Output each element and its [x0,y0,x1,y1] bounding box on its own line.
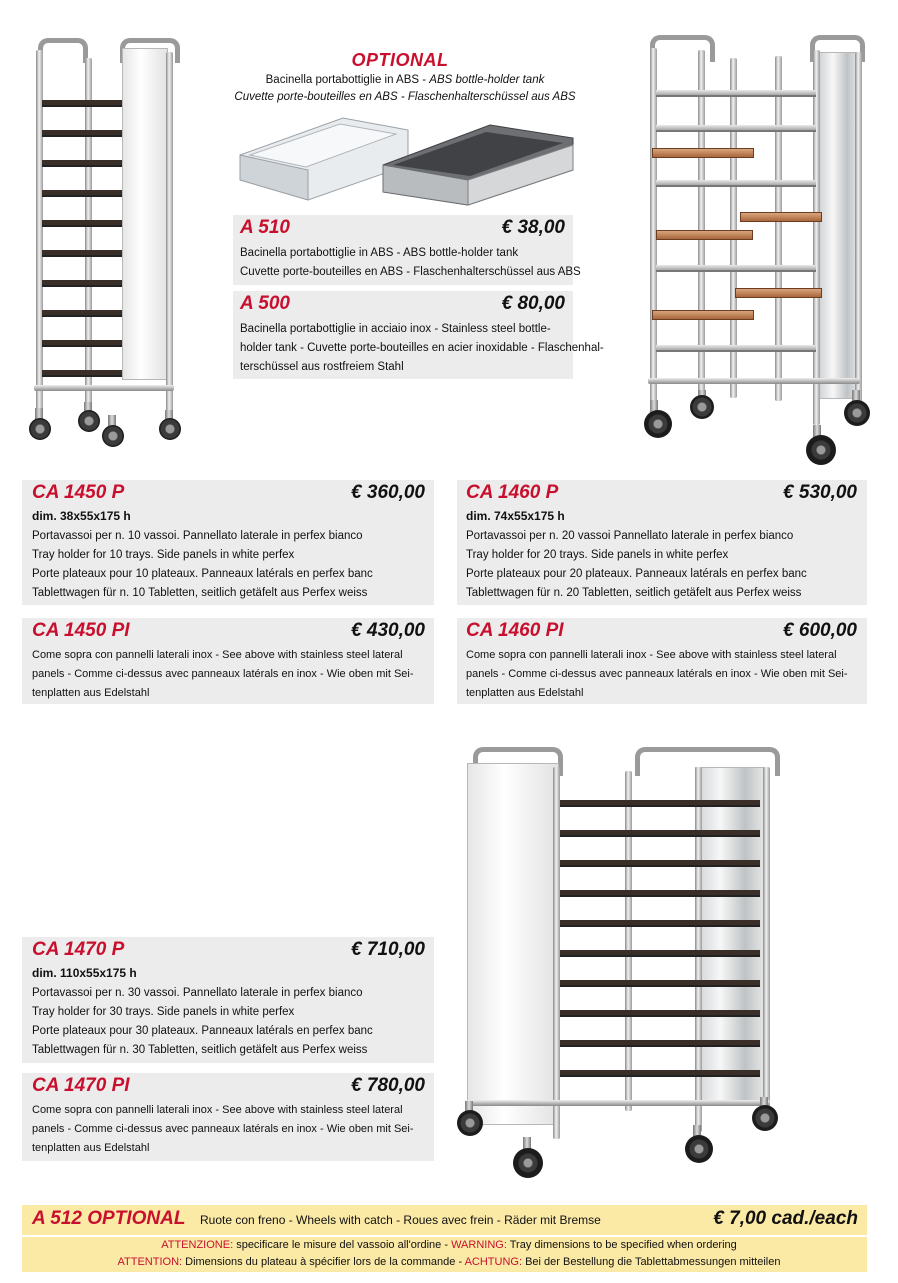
product-code-ca1470p: CA 1470 P [32,939,125,960]
product-image-tanks [228,110,578,210]
product-price-a510: € 38,00 [501,217,565,238]
wheel [644,410,672,438]
tray [656,265,816,272]
tray [42,190,122,197]
product-code-a510: A 510 [240,217,290,238]
product-image-ca1450p [20,30,190,450]
wheel [752,1105,778,1131]
tray [42,370,122,377]
trolley-handle [38,38,88,63]
a500-desc-1: Bacinella portabottiglie in acciaio inox - Stainless steel bottle- [240,323,551,335]
optional-title: OPTIONAL [351,50,449,70]
wheel [29,418,51,440]
ca1450p-desc-2: Tray holder for 10 trays. Side panels in white perfex [32,549,295,561]
product-price-ca1460pi: € 600,00 [783,620,857,641]
white-side-panel [122,48,168,380]
ca1450p-desc-1: Portavassoi per n. 10 vassoi. Pannellato laterale in perfex bianco [32,530,363,542]
ca1450pi-desc-1: Come sopra con pannelli laterali inox - See above with stainless steel lateral [32,649,403,661]
ca1470p-desc-3: Porte plateaux pour 30 plateaux. Panneaux latérals en perfex banc [32,1025,373,1037]
ca1460pi-desc-2: panels - Comme ci-dessus avec panneaux latérals en inox - Wie oben mit Sei- [466,668,848,680]
tray [656,345,816,352]
product-price-ca1460p: € 530,00 [783,482,857,503]
a510-desc-2: Cuvette porte-bouteilles en ABS - Flaschenhalterschüssel aus ABS [240,266,581,278]
trolley-base-rail [34,385,174,391]
tray [42,280,122,287]
tray [42,250,122,257]
product-price-a512: € 7,00 cad./each [713,1208,858,1229]
product-code-ca1450pi: CA 1450 PI [32,620,130,641]
trolley-post [813,50,820,425]
tray [656,180,816,187]
ca1460p-desc-4: Tablettwagen für n. 20 Tabletten, seitlich getäfelt aus Perfex weiss [466,587,802,599]
ca1450p-desc-3: Porte plateaux pour 10 plateaux. Panneaux latérals en perfex banc [32,568,373,580]
tray [560,800,760,807]
tray [735,288,822,298]
product-price-a500: € 80,00 [501,293,565,314]
tray [560,890,760,897]
notice-warning-label: WARNING: [451,1239,507,1251]
wheel [102,425,124,447]
product-price-ca1450p: € 360,00 [351,482,425,503]
notice-attention-label: ATTENTION: [117,1256,183,1268]
notice-line-2 [0,1254,898,1271]
tray [42,310,122,317]
ca1460p-desc-1: Portavassoi per n. 20 vassoi Pannellato laterale in perfex bianco [466,530,794,542]
product-price-ca1450pi: € 430,00 [351,620,425,641]
notice-warning-text: Tray dimensions to be specified when ordering [506,1239,737,1251]
optional-line-1b: ABS bottle-holder tank [429,74,545,86]
trolley-post [855,52,862,412]
tray [652,148,754,158]
tray [42,130,122,137]
wheel [457,1110,483,1136]
trolley-post [763,767,770,1117]
trolley-post [553,767,560,1139]
a500-desc-3: terschüssel aus rostfreiem Stahl [240,361,404,373]
ca1470p-desc-2: Tray holder for 30 trays. Side panels in white perfex [32,1006,295,1018]
wheel [685,1135,713,1163]
ca1460p-dimensions: dim. 74x55x175 h [466,509,565,523]
trolley-post [625,771,632,1111]
optional-line-1a: Bacinella portabottiglie in ABS - [265,74,430,86]
optional-line-2: Cuvette porte-bouteilles en ABS - Flaschenhalterschüssel aus ABS [234,91,576,103]
trolley-handle [650,35,715,62]
wheel [513,1148,543,1178]
tray [652,310,754,320]
tray [42,340,122,347]
tray [42,160,122,167]
steel-side-panel [818,52,860,399]
ca1460p-desc-3: Porte plateaux pour 20 plateaux. Panneaux latérals en perfex banc [466,568,807,580]
tray [560,980,760,987]
ca1460pi-desc-3: tenplatten aus Edelstahl [466,687,584,699]
notice-line-1 [0,1237,898,1254]
ca1460pi-desc-1: Come sopra con pannelli laterali inox - See above with stainless steel lateral [466,649,837,661]
trolley-base-rail [648,378,860,384]
product-image-ca1470p [455,745,785,1190]
notice-attention-text: Dimensions du plateau à spécifier lors de la commande - [182,1256,465,1268]
product-price-ca1470p: € 710,00 [351,939,425,960]
wheel [159,418,181,440]
tray [560,860,760,867]
notice-attenzione-label: ATTENZIONE: [161,1239,234,1251]
ca1470pi-desc-1: Come sopra con pannelli laterali inox - See above with stainless steel lateral [32,1104,403,1116]
wheel [844,400,870,426]
tray [656,230,753,240]
a500-desc-2: holder tank - Cuvette porte-bouteilles en acier inoxidable - Flaschenhal- [240,342,604,354]
wheel [690,395,714,419]
product-code-ca1460pi: CA 1460 PI [466,620,564,641]
tray [560,1010,760,1017]
ca1470pi-desc-2: panels - Comme ci-dessus avec panneaux latérals en inox - Wie oben mit Sei- [32,1123,414,1135]
optional-line-1 [225,72,585,88]
product-code-a512: A 512 OPTIONAL [32,1208,186,1229]
wheel [806,435,836,465]
ca1460p-desc-2: Tray holder for 20 trays. Side panels in white perfex [466,549,729,561]
product-code-ca1450p: CA 1450 P [32,482,125,503]
trolley-post [166,52,173,422]
tray [42,100,122,107]
notice-attenzione-text: specificare le misure del vassoio all'ordine - [233,1239,452,1251]
tray [560,920,760,927]
product-code-ca1460p: CA 1460 P [466,482,559,503]
ca1470p-desc-4: Tablettwagen für n. 30 Tabletten, seitlich getäfelt aus Perfex weiss [32,1044,368,1056]
wheel [78,410,100,432]
ca1450pi-desc-2: panels - Comme ci-dessus avec panneaux latérals en inox - Wie oben mit Sei- [32,668,414,680]
product-code-a500: A 500 [240,293,290,314]
product-code-ca1470pi: CA 1470 PI [32,1075,130,1096]
ca1470p-dimensions: dim. 110x55x175 h [32,966,137,980]
ca1450p-desc-4: Tablettwagen für n. 10 Tabletten, seitlich getäfelt aus Perfex weiss [32,587,368,599]
a510-desc-1: Bacinella portabottiglie in ABS - ABS bottle-holder tank [240,247,519,259]
ca1450pi-desc-3: tenplatten aus Edelstahl [32,687,150,699]
ca1450p-dimensions: dim. 38x55x175 h [32,509,131,523]
tray [560,950,760,957]
product-image-ca1460p [630,30,870,475]
trolley-post [85,58,92,413]
white-side-panel [467,763,559,1125]
product-price-ca1470pi: € 780,00 [351,1075,425,1096]
tray [656,125,816,132]
tray [42,220,122,227]
tray [656,90,816,97]
tray [560,1040,760,1047]
ca1470pi-desc-3: tenplatten aus Edelstahl [32,1142,150,1154]
steel-side-panel [695,767,767,1104]
tray [740,212,822,222]
trolley-base-rail [465,1100,770,1106]
bottle-holder-tanks-illustration [228,110,578,210]
tray [560,830,760,837]
tray [560,1070,760,1077]
a512-desc: Ruote con freno - Wheels with catch - Roues avec frein - Räder mit Bremse [200,1213,601,1227]
notice-achtung-label: ACHTUNG: [464,1256,523,1268]
notice-achtung-text: Bei der Bestellung die Tablettabmessungen mitteilen [522,1256,781,1268]
ca1470p-desc-1: Portavassoi per n. 30 vassoi. Pannellato laterale in perfex bianco [32,987,363,999]
